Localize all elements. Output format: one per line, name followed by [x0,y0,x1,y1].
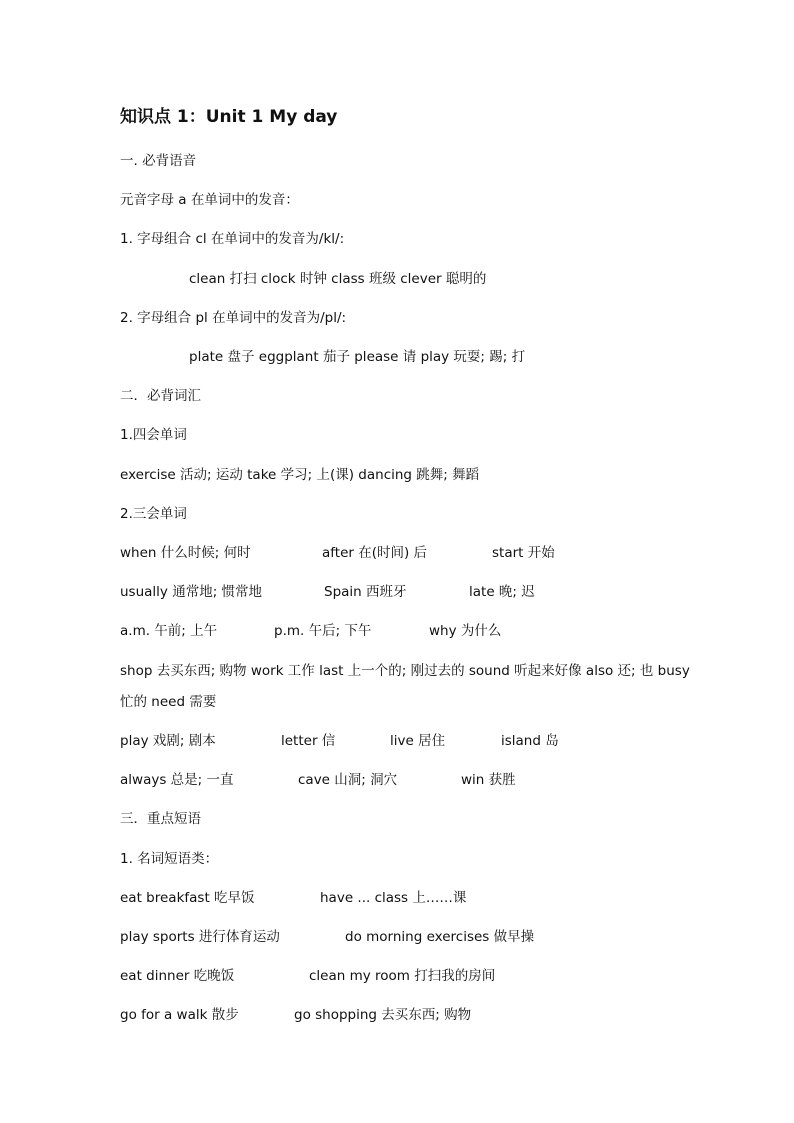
paragraph: 1. 字母组合 cl 在单词中的发音为/kl/: [120,231,345,247]
phrase-row [120,1005,734,1025]
doc-title: 知识点 1：Unit 1 My day [120,107,338,127]
vocab-item: p.m. 午后; 下午 [274,623,372,639]
vocab-item: live 居住 [390,733,446,749]
section-heading: 一. 必背语音 [120,153,197,169]
phrase-item: do morning exercises 做早操 [345,929,535,945]
word-list: plate 盘子 eggplant 茄子 please 请 play 玩耍; 踢; 打 [189,349,526,365]
vocab-item: letter 信 [281,733,336,749]
phrase-item: eat breakfast 吃早饭 [120,890,255,906]
subheading: 1. 名词短语类： [120,851,219,867]
phrase-row [120,966,734,986]
section-heading: 二．必背词汇 [120,388,201,404]
vocab-item: Spain 西班牙 [324,584,407,600]
vocab-item: late 晚; 迟 [469,584,535,600]
vocab-item: island 岛 [501,733,559,749]
phrase-item: play sports 进行体育运动 [120,929,280,945]
phrase-item: clean my room 打扫我的房间 [309,968,496,984]
phrase-item: have ... class 上……课 [320,890,467,906]
vocab-row [120,731,734,751]
vocab-item: start 开始 [492,545,555,561]
vocab-item: why 为什么 [429,623,502,639]
word-list: clean 打扫 clock 时钟 class 班级 clever 聪明的 [189,271,487,287]
phrase-row [120,888,734,908]
subheading: 2.三会单词 [120,506,187,522]
phrase-row [120,927,734,947]
section-heading: 三．重点短语 [120,811,201,827]
phrase-item: eat dinner 吃晚饭 [120,968,235,984]
vocab-item: a.m. 午前; 上午 [120,623,218,639]
vocab-item: win 获胜 [461,772,516,788]
vocab-item: usually 通常地; 惯常地 [120,584,263,600]
subheading: 1.四会单词 [120,427,187,443]
vocab-row [120,543,734,563]
vocab-item: play 戏剧; 剧本 [120,733,216,749]
paragraph: 2. 字母组合 pl 在单词中的发音为/pl/: [120,310,347,326]
paragraph: 元音字母 a 在单词中的发音： [120,192,299,208]
vocab-item: when 什么时候; 何时 [120,545,251,561]
vocab-item: always 总是; 一直 [120,772,234,788]
vocab-item: cave 山洞; 洞穴 [298,772,398,788]
vocab-item: after 在(时间) 后 [322,545,428,561]
word-list: exercise 活动; 运动 take 学习; 上(课) dancing 跳舞; 舞蹈 [120,467,480,483]
vocab-row [120,582,734,602]
phrase-item: go shopping 去买东西; 购物 [294,1007,472,1023]
phrase-item: go for a walk 散步 [120,1007,239,1023]
vocab-paragraph: shop 去买东西; 购物 work 工作 last 上一个的; 刚过去的 sound 听起来好像 also 还; 也 busy 忙的 need 需要 [120,663,690,710]
vocab-row [120,770,734,790]
vocab-row [120,621,734,641]
